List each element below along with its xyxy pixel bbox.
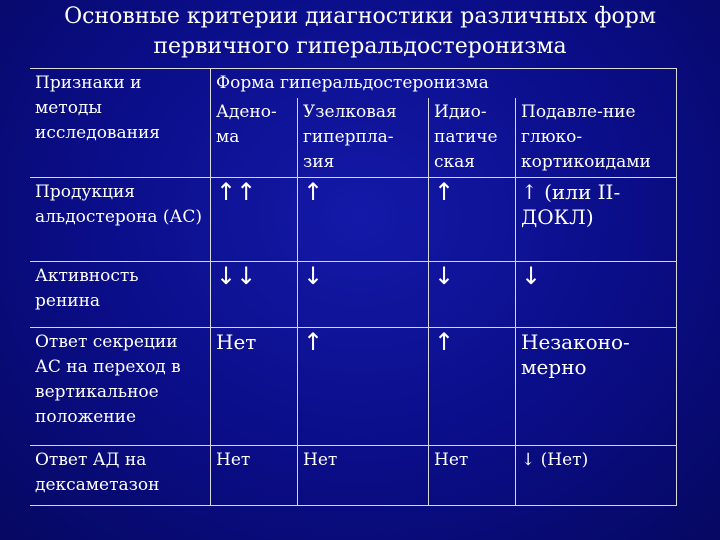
cell-value: ↑↑ — [216, 178, 257, 206]
data-cell — [211, 328, 298, 446]
row-label: Активность ренина — [35, 266, 139, 311]
cell-value: Нет — [434, 450, 469, 470]
table-header-row — [30, 69, 677, 99]
corner-header-cell — [30, 69, 211, 178]
data-cell — [298, 262, 429, 328]
data-cell — [298, 446, 429, 506]
data-cell — [429, 328, 516, 446]
data-cell — [516, 178, 677, 262]
column-header-idiopathic: Идио-патиче ская — [434, 102, 498, 172]
column-header-cell — [429, 98, 516, 178]
table-row — [30, 446, 677, 506]
row-label-cell — [30, 446, 211, 506]
column-header-cell — [211, 98, 298, 178]
row-label: Ответ АД на дексаметазон — [35, 450, 160, 495]
group-header-text: Форма гиперальдостеронизма — [216, 73, 489, 93]
table-row — [30, 178, 677, 262]
row-label-cell — [30, 178, 211, 262]
data-cell — [298, 328, 429, 446]
row-label: Продукция альдостерона (АС) — [35, 182, 203, 227]
cell-value: ↓ — [303, 262, 324, 290]
cell-value: ↑ — [303, 178, 324, 206]
data-cell — [516, 446, 677, 506]
data-cell — [429, 446, 516, 506]
data-cell — [516, 262, 677, 328]
row-label-cell — [30, 328, 211, 446]
data-cell — [211, 446, 298, 506]
cell-value: ↓↓ — [216, 262, 257, 290]
slide-title — [0, 2, 720, 62]
column-header-glucocorticoid: Подавле-ние глюко-кортикоидами — [521, 102, 651, 172]
data-cell — [298, 178, 429, 262]
cell-value: ↑ — [303, 328, 324, 356]
table-row — [30, 328, 677, 446]
group-header-cell — [211, 69, 677, 99]
title-line-1: Основные критерии диагностики различных форм — [64, 4, 656, 29]
data-cell — [211, 178, 298, 262]
corner-header-text: Признаки и методы исследования — [35, 73, 161, 143]
data-cell — [211, 262, 298, 328]
column-header-cell — [298, 98, 429, 178]
cell-value: Нет — [216, 450, 251, 470]
criteria-table — [30, 68, 677, 506]
cell-value: ↑ — [434, 328, 455, 356]
cell-value: ↓ — [521, 262, 542, 290]
cell-value: ↑ — [434, 178, 455, 206]
title-line-2: первичного гиперальдостеронизма — [153, 34, 567, 59]
column-header-adenoma: Адено-ма — [216, 102, 277, 147]
data-cell — [429, 178, 516, 262]
row-label: Ответ секреции АС на переход в вертикальное положение — [35, 332, 181, 427]
row-label-cell — [30, 262, 211, 328]
cell-value: ↓ (Нет) — [521, 450, 589, 470]
cell-value: ↓ — [434, 262, 455, 290]
data-cell — [429, 262, 516, 328]
cell-value: ↑ (или II-ДОКЛ) — [521, 180, 621, 229]
cell-value: Незаконо-мерно — [521, 330, 630, 379]
data-cell — [516, 328, 677, 446]
cell-value: Нет — [303, 450, 338, 470]
cell-value: Нет — [216, 330, 257, 354]
column-header-cell — [516, 98, 677, 178]
column-header-nodular: Узелковая гиперпла-зия — [303, 102, 397, 172]
table-row — [30, 262, 677, 328]
